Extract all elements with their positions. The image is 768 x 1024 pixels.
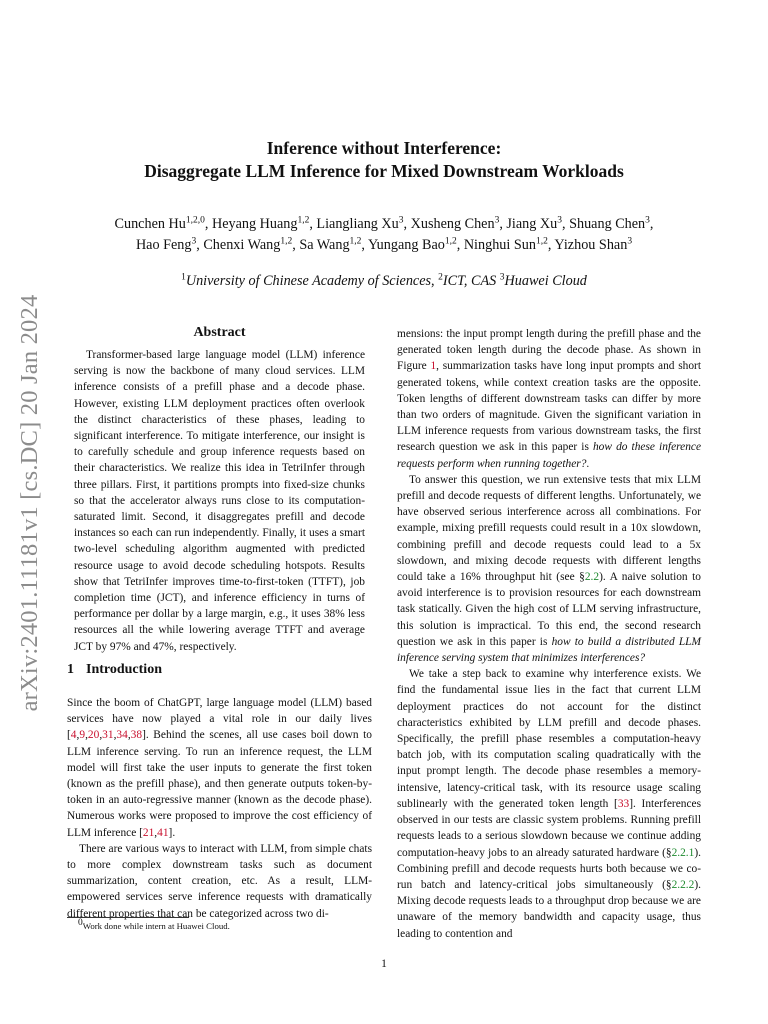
abstract-heading: Abstract (193, 325, 246, 340)
author-affiliation-mark: 1,2 (444, 236, 457, 247)
text-run: , (113, 729, 117, 742)
text-run: To answer this question, we run extensive tests that mix LLM prefill and decode requests of different lengths. Unfortunately, we have observed serious interference across all combinations. For example, mixing prefill requests could result in a 10x slowdown, combining prefill and decode requests could lead to a 5x slowdown, and mixing decode requests with different lengths could take a 16% throughput hit (see § (397, 473, 701, 584)
author (569, 216, 650, 232)
citation-link[interactable]: 9 (79, 729, 86, 742)
author-affiliation-mark: 3 (398, 215, 404, 226)
right-column (397, 326, 701, 942)
emphasized-text: how do these inference requests perform when running together? (397, 441, 702, 470)
section-reference-link[interactable]: 2.2.2 (671, 878, 695, 891)
citation-link[interactable]: 21 (142, 826, 155, 839)
author-affiliation-mark: 3 (627, 236, 633, 247)
affiliation-mark: 1 (181, 272, 186, 283)
section-heading-introduction (67, 662, 162, 678)
intro-paragraph-2: There are various ways to interact with LLM, from simple chats to more complex downstream tasks such as document summarization, content creation, etc. As a result, LLM-empowered services serve inference requests with dramatically different properties that can be categorized across two di- (67, 842, 372, 920)
citation-link[interactable]: 33 (617, 797, 630, 810)
affiliation-name: ICT, CAS (442, 273, 497, 289)
author-affiliation-mark: 3 (645, 215, 650, 226)
author-name: Sa Wang (299, 237, 350, 253)
author-name: Shuang Chen (569, 216, 646, 232)
citation-link[interactable]: 41 (157, 826, 169, 839)
introduction-left-column (67, 695, 372, 922)
section-number: 1 (67, 662, 74, 677)
author (554, 237, 632, 253)
author-name: Chenxi Wang (203, 237, 281, 253)
author-affiliation-mark: 1,2,0 (185, 215, 205, 226)
text-run: . (586, 457, 590, 470)
text-run: , (76, 729, 80, 742)
affiliation-name: University of Chinese Academy of Sciences (185, 273, 432, 289)
author (316, 216, 403, 232)
footnote (78, 918, 230, 932)
author-name: Yungang Bao (368, 237, 445, 253)
section-title: Introduction (86, 662, 162, 677)
section-reference-link[interactable]: 2.2.1 (671, 846, 695, 859)
text-run: , (154, 826, 158, 839)
text-run: ). Combining prefill and decode requests hurts both because we co-run batch and latency-critical jobs simultaneously (§ (397, 846, 701, 891)
intro-paragraph-1 (67, 695, 372, 841)
text-run: ]. Behind the scenes, all use cases boil down to LLM inference serving. To run an inference request, the LLM model will first take the user inputs to generate the first token (known as the prefill phase), and then generate outputs token-by-token in an auto-regressive manner (known as the decode phase). Numerous works were proposed to improve the cost efficiency of LLM inference [ (67, 729, 372, 839)
footnote-text: Work done while intern at Huawei Cloud. (82, 921, 230, 931)
author (299, 237, 361, 253)
section-reference-link[interactable]: 2.2 (584, 571, 600, 584)
right-paragraph-2 (397, 472, 701, 666)
citation-link[interactable]: 34 (116, 729, 128, 742)
text-run: We take a step back to examine why interference exists. We find the fundamental issue lies in the fact that current LLM deployment practices do not account for the distinct characteristics exhibited by LLM prefill and decode phases. Specifically, the prefill phase resembles a computation-heavy batch job, with its computation scaling quadratically with the input prompt length. The decode phase resembles a memory-intensive, latency-critical task, with its resource usage scaling sublinearly with the generated token length [ (397, 668, 701, 810)
author (115, 216, 205, 232)
citation-link[interactable]: 38 (130, 729, 143, 742)
abstract-paragraph: Transformer-based large language model (LLM) inference serving is now the backbone of many cloud services. LLM inference consists of a prefill phase and a decode phase. However, existing LLM deployment practices often overlook the distinct characteristics of these phases, leading to significant interference. To mitigate interference, our insight is to carefully schedule and group inference requests based on their characteristics. We realize this idea in TetriInfer through three pillars. First, it partitions prompts into fixed-size chunks so that the accelerator always runs close to its computation-saturated limit. Second, it disaggregates prefill and decode instances so each can run independently. Finally, it uses a smart two-level scheduling algorithm augmented with predicted resource usage to avoid decode scheduling hotspots. Results show that TetriInfer improves time-to-first-token (TTFT), job completion time (JCT), and inference efficiency in turns of performance per dollar by a large margin, e.g., it uses 38% less resources all the while lowering average TTFT and average JCT by 97% and 47%, respectively. (74, 349, 365, 653)
text-run: Since the boom of ChatGPT, large language model (LLM) based services have now played a vital role in our daily lives [ (67, 697, 372, 742)
author-affiliation-mark: 1,2 (297, 215, 310, 226)
author (368, 237, 457, 253)
affiliation-mark: 3 (499, 272, 505, 283)
text-run: mensions: the input prompt length during the prefill phase and the generated token length during the decode phase. As shown in Figure (397, 328, 701, 373)
abstract-body (67, 347, 372, 655)
author-affiliation-mark: 1,2 (349, 236, 362, 247)
author (464, 237, 548, 253)
affiliation-name: Huawei Cloud (504, 273, 587, 289)
citation-link[interactable]: 20 (87, 729, 100, 742)
text-run: , (99, 729, 103, 742)
text-run: , (85, 729, 88, 742)
page-number: 1 (381, 958, 387, 970)
author (203, 237, 292, 253)
paper-title (0, 137, 768, 183)
author-affiliation-mark: 1,2 (535, 236, 548, 247)
author-name: Ninghui Sun (463, 237, 536, 253)
text-run: , summarization tasks have long input prompts and short generated tokens, while context creation tasks are the opposite. Token lengths of different downstream tasks can differ by more than two orders of magnitude. Given the significant variation in LLM inference requests from various downstream tasks, the first research question we ask in this paper is (397, 360, 701, 454)
text-run: , (127, 729, 131, 742)
author-name: Xusheng Chen (410, 216, 495, 232)
author-name: Hao Feng (135, 237, 192, 253)
author (136, 237, 196, 253)
author-list: Cunchen Hu$^{1,2,0}$, Heyang Huang$^{1,2}$, Liangliang Xu$^3$, Xusheng Chen$^3$, Jiang Xu$^3$, Shuang Chen$^3$, Hao Feng$^3$, Chenxi Wang$^{1,2}$, Sa Wang$^{1,2}$, Yungang Bao$^{1,2}$, Ninghui Sun$^{1,2}$, Yizhou Shan$^3$ (114, 215, 654, 253)
author-affiliation-mark: 1,2 (280, 236, 293, 247)
author-affiliation-mark: 3 (557, 215, 562, 226)
emphasized-text: how to build a distributed LLM inference serving system that minimizes interferences? (397, 635, 701, 665)
author-name: Yizhou Shan (554, 237, 628, 253)
author-name: Heyang Huang (211, 216, 298, 232)
right-paragraph-1 (397, 326, 701, 472)
citation-link[interactable]: 31 (102, 729, 114, 742)
footnote-rule (67, 917, 189, 918)
text-run: ]. Interferences observed in our tests are classic system problems. Running prefill requests leads to a serious slowdown because we continue adding computation-heavy jobs to an already saturated hardware (§ (397, 797, 701, 859)
author-name: Liangliang Xu (316, 216, 399, 232)
author (506, 216, 562, 232)
text-run: ). A naive solution to avoid interference is to provision resources for each downstream task statically. Given the high cost of LLM serving infrastructure, this solution is impractical. To this end, the second research question we ask in this paper is (397, 571, 702, 648)
right-paragraph-3 (397, 666, 701, 941)
author (212, 216, 309, 232)
affiliations: $^1$University of Chinese Academy of Sciences, $^2$ICT, CAS $^3$Huawei Cloud (181, 272, 587, 289)
arxiv-stamp (10, 282, 50, 724)
author (411, 216, 500, 232)
author-name: Jiang Xu (506, 216, 558, 232)
author-affiliation-mark: 3 (494, 215, 500, 226)
citation-link[interactable]: 1 (430, 360, 437, 373)
author-affiliation-mark: 3 (191, 236, 197, 247)
text-run: ]. (168, 826, 176, 839)
footnote-mark: 0 (78, 918, 83, 929)
citation-link[interactable]: 4 (70, 729, 77, 742)
title-line-2: Disaggregate LLM Inference for Mixed Downstream Workloads (144, 161, 624, 181)
arxiv-stamp-text: arXiv:2401.11181v1 [cs.DC] 20 Jan 2024 (16, 294, 43, 712)
title-line-1: Inference without Interference: (266, 138, 502, 158)
text-run: ). Mixing decode requests leads to a throughput drop because we are unaware of the memory bandwidth and capacity usage, thus leading to contention and (397, 878, 701, 940)
author-name: Cunchen Hu (114, 216, 186, 232)
affiliation-mark: 2 (438, 272, 443, 283)
